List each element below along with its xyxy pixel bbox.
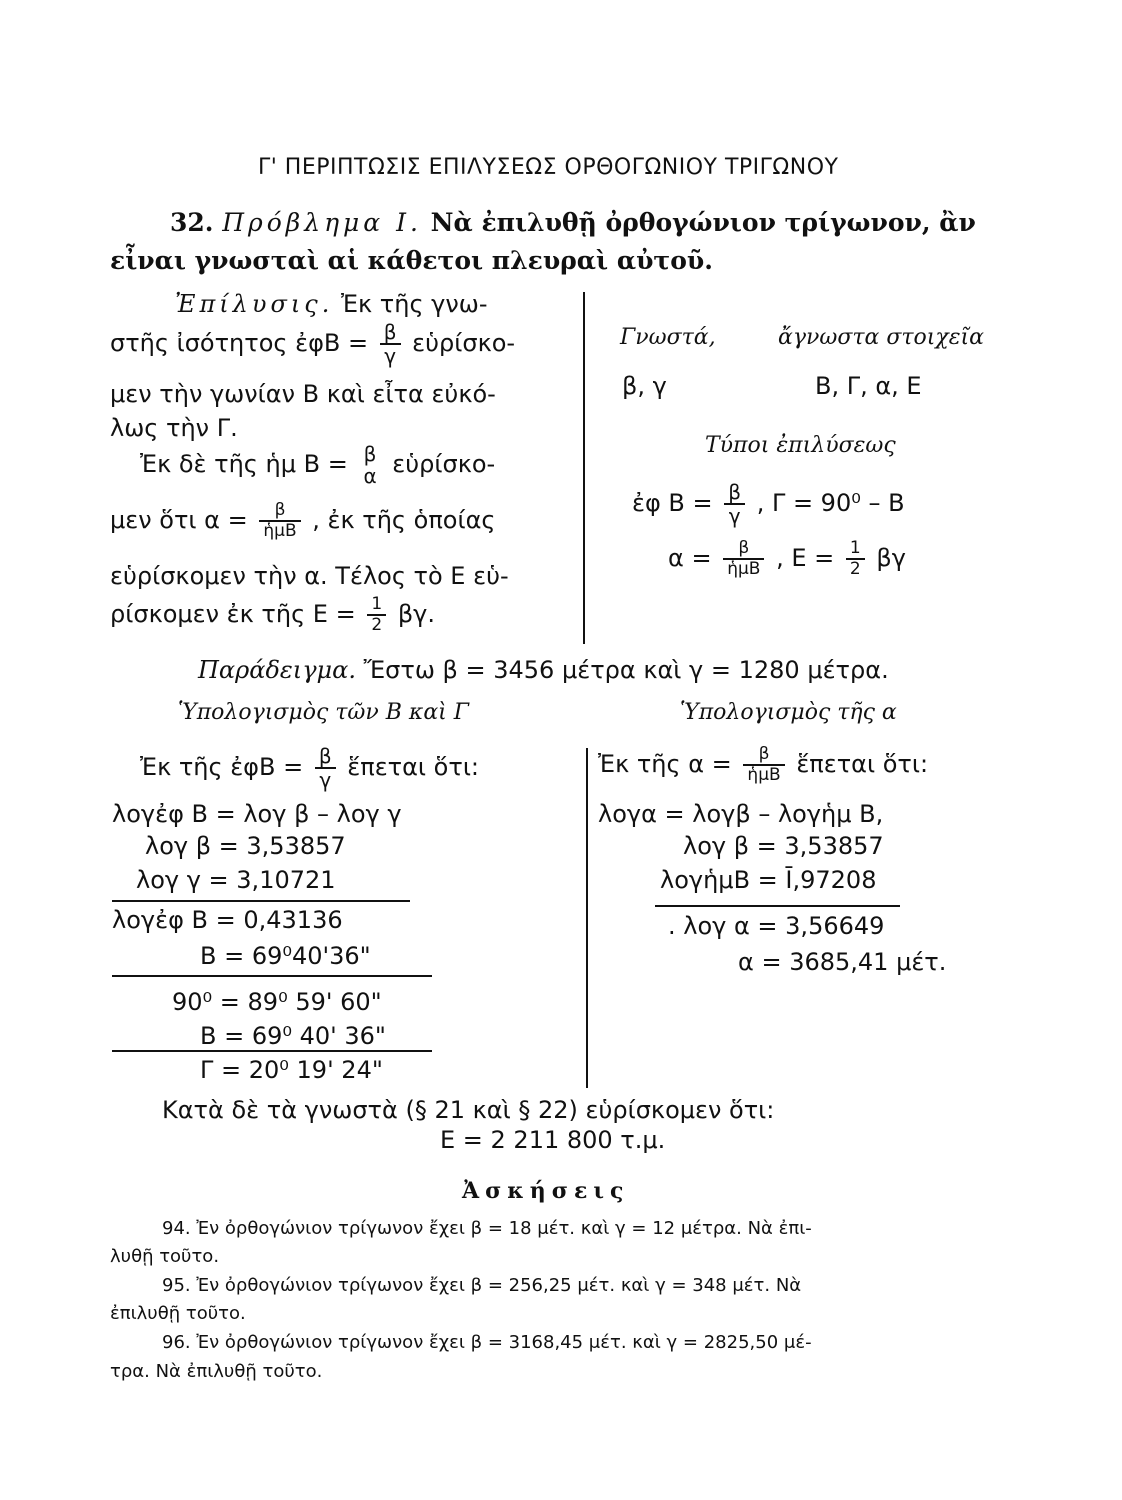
solution-line-8: [110, 596, 435, 634]
fraction-b-over-g: [380, 322, 401, 366]
right-calc-row: . λογ α = 3,56649: [668, 912, 885, 940]
solution-line-3: μεν τὴν γωνίαν Β καὶ εἶτα εὐκό-: [110, 380, 496, 408]
sum-line: [655, 905, 900, 907]
exercises-heading: Ἀσκήσεις: [462, 1178, 630, 1204]
problem-line-1: [170, 208, 976, 237]
denominator: γ: [724, 503, 745, 526]
solution-line-2: [110, 322, 515, 366]
conclusion-line-2: Ε = 2 211 800 τ.μ.: [440, 1126, 666, 1154]
numerator: β: [274, 500, 286, 520]
left-calc-row: Β = 69⁰40'36": [200, 942, 371, 970]
solution-heading: Ἐπίλυσις.: [175, 290, 334, 318]
solution-line-4: λως τὴν Γ.: [110, 414, 238, 442]
numerator: 1: [371, 594, 383, 614]
denominator: γ: [380, 343, 401, 366]
formula-1: [632, 482, 905, 526]
fraction-one-half: [367, 596, 386, 634]
numerator: β: [728, 480, 742, 504]
problem-title-2: εἶναι γνωσταὶ αἱ κάθετοι πλευραὶ αὐτοῦ.: [110, 246, 713, 275]
exercise-95: 95. Ἐν ὀρθογώνιον τρίγωνον ἔχει β = 256,25 μέτ. καὶ γ = 348 μέτ. Νὰ: [162, 1275, 802, 1296]
calc-column-divider: [586, 748, 588, 1088]
left-calc-row: Β = 69⁰ 40' 36": [200, 1022, 386, 1050]
problem-number: 32.: [170, 208, 214, 237]
fraction-b-over-g: [315, 746, 336, 790]
exercise-94: 94. Ἐν ὀρθογώνιον τρίγωνον ἔχει β = 18 μέτ. καὶ γ = 12 μέτρα. Νὰ ἐπι-: [162, 1218, 812, 1239]
calc-text: Ἐκ τῆς ἐφB =: [140, 753, 304, 781]
denominator: ἡμB: [743, 764, 784, 784]
problem-label: Πρόβλημα Ι.: [222, 208, 422, 237]
exercise-96-cont: τρα. Νὰ ἐπιλυθῇ τοῦτο.: [110, 1361, 323, 1382]
denominator: ἡμB: [259, 520, 300, 540]
calc-text: ἕπεται ὅτι:: [796, 750, 929, 778]
formula-text: α =: [668, 544, 712, 572]
fraction-b-over-hmB: [259, 502, 300, 540]
formula-text: ἐφ Β =: [632, 489, 713, 517]
numerator: 1: [849, 538, 861, 558]
left-calc-heading: Ὑπολογισμὸς τῶν Β καὶ Γ: [178, 700, 470, 725]
numerator: β: [363, 442, 377, 466]
exercise-94-cont: λυθῇ τοῦτο.: [110, 1246, 220, 1267]
calc-text: ἕπεται ὅτι:: [347, 753, 480, 781]
denominator: 2: [846, 558, 865, 578]
denominator: γ: [315, 767, 336, 790]
denominator: ἡμB: [723, 558, 764, 578]
example-label: Παράδειγμα.: [198, 656, 356, 684]
left-calc-row: Γ = 20⁰ 19' 24": [200, 1056, 383, 1084]
formula-text: , Γ = 90⁰ – Β: [756, 489, 905, 517]
numerator: β: [758, 744, 770, 764]
right-calc-row: α = 3685,41 μέτ.: [738, 948, 947, 976]
sum-line: [112, 900, 410, 902]
right-calc-row: λογα = λογβ – λογἡμ Β,: [598, 800, 884, 828]
known-heading: Γνωστά,: [620, 325, 716, 350]
solution-text: μεν ὅτι α =: [110, 506, 248, 534]
solution-text: εὑρίσκο-: [412, 329, 516, 357]
numerator: β: [383, 320, 397, 344]
formula-2: [668, 540, 906, 578]
fraction-b-over-a: [359, 444, 380, 486]
solution-text: ρίσκομεν ἐκ τῆς Ε =: [110, 600, 356, 628]
page-heading: Γ' ΠΕΡΙΠΤΩΣΙΣ ΕΠΙΛΥΣΕΩΣ ΟΡΘΟΓΩΝΙΟΥ ΤΡΙΓΩΝΟΥ: [258, 155, 839, 180]
conclusion-line-1: Κατὰ δὲ τὰ γνωστὰ (§ 21 καὶ § 22) εὑρίσκομεν ὅτι:: [162, 1096, 775, 1124]
formulas-heading: Τύποι ἐπιλύσεως: [705, 433, 896, 458]
left-calc-row: λογ γ = 3,10721: [136, 866, 336, 894]
right-calc-heading: Ὑπολογισμὸς τῆς α: [680, 700, 897, 725]
numerator: β: [738, 538, 750, 558]
fraction-b-over-hmB: [743, 746, 784, 784]
left-calc-row: 90⁰ = 89⁰ 59' 60": [172, 988, 382, 1016]
fraction-b-over-g: [724, 482, 745, 526]
left-calc-row: λογἐφ Β = λογ β – λογ γ: [112, 800, 402, 828]
exercise-95-cont: ἐπιλυθῇ τοῦτο.: [110, 1303, 246, 1324]
right-calc-row: λογ β = 3,53857: [683, 832, 884, 860]
denominator: α: [363, 464, 377, 488]
solution-line-5: [140, 444, 495, 486]
unknown-values: Β, Γ, α, Ε: [815, 372, 922, 400]
unknown-heading: ἄγνωστα στοιχεῖα: [778, 325, 985, 350]
solution-text: Ἐκ δὲ τῆς ἡμ Β =: [140, 450, 348, 478]
exercise-96: 96. Ἐν ὀρθογώνιον τρίγωνον ἔχει β = 3168,45 μέτ. καὶ γ = 2825,50 μέ-: [162, 1332, 812, 1353]
formula-text: , Ε =: [776, 544, 835, 572]
column-divider: [583, 292, 585, 644]
right-calc-intro: [598, 746, 928, 784]
sum-line: [112, 1050, 432, 1052]
example-line: [198, 656, 889, 684]
left-calc-row: λογ β = 3,53857: [145, 832, 346, 860]
left-calc-row: λογἐφ Β = 0,43136: [112, 906, 343, 934]
solution-text: εὑρίσκο-: [392, 450, 496, 478]
solution-line-1: [175, 290, 488, 318]
solution-text: βγ.: [397, 600, 435, 628]
problem-title-1: Νὰ ἐπιλυθῇ ὀρθογώνιον τρίγωνον, ἂν: [430, 208, 976, 237]
right-calc-row: λογἡμΒ = Ī,97208: [660, 866, 877, 894]
fraction-one-half: [846, 540, 865, 578]
known-values: β, γ: [622, 372, 667, 400]
calc-text: Ἐκ τῆς α =: [598, 750, 732, 778]
formula-text: βγ: [876, 544, 906, 572]
fraction-b-over-hmB: [723, 540, 764, 578]
solution-line-7: εὑρίσκομεν τὴν α. Τέλος τὸ Ε εὑ-: [110, 562, 509, 590]
sum-line: [112, 975, 432, 977]
solution-text: Ἐκ τῆς γνω-: [340, 290, 488, 318]
denominator: 2: [367, 614, 386, 634]
left-calc-intro: [140, 746, 479, 790]
example-text: Ἔστω β = 3456 μέτρα καὶ γ = 1280 μέτρα.: [363, 656, 889, 684]
numerator: β: [318, 744, 332, 768]
solution-line-6: [110, 502, 496, 540]
solution-text: στῆς ἰσότητος ἐφB =: [110, 329, 369, 357]
solution-text: , ἐκ τῆς ὁποίας: [312, 506, 496, 534]
